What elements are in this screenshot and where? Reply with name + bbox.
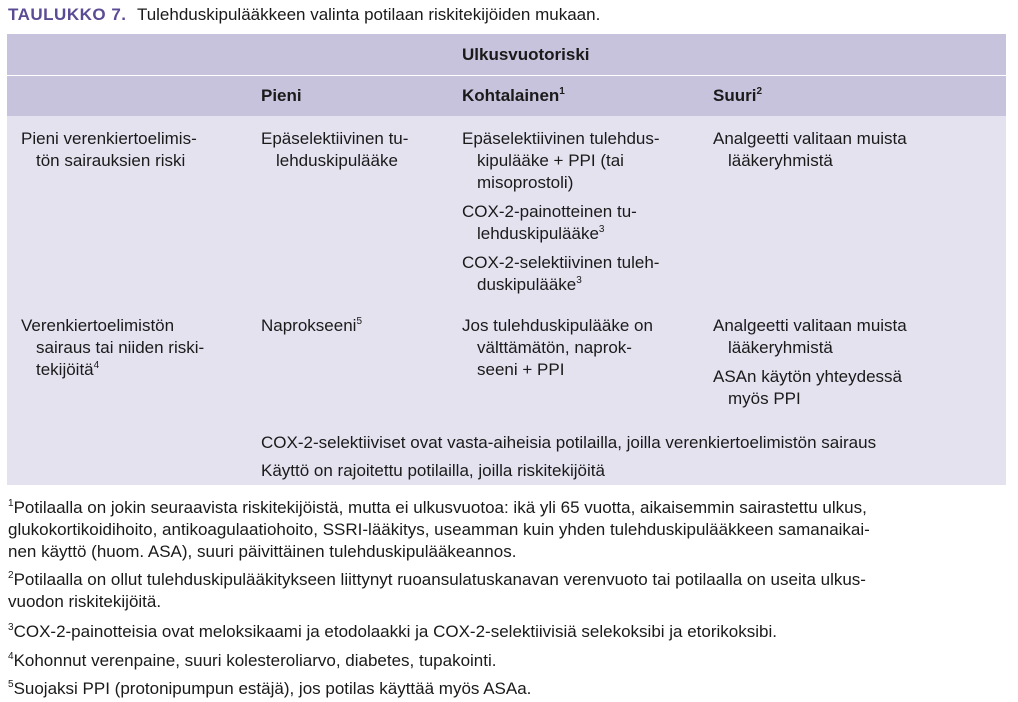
- cell-line: Jos tulehduskipulääke on: [462, 316, 653, 335]
- cell-line: COX-2-painotteinen tu-: [462, 202, 637, 221]
- row-label-line: sairaus tai niiden riski-: [36, 338, 205, 357]
- footnote-number: 4: [8, 651, 14, 662]
- cell-line: [462, 274, 660, 296]
- cell-line: COX-2-selektiivinen tuleh-: [462, 253, 660, 272]
- cell-line: [462, 223, 660, 245]
- cell-line: seeni + PPI: [477, 360, 565, 379]
- cell-r2-kohtalainen: [462, 315, 653, 381]
- footnote-number: 2: [8, 570, 14, 581]
- cell-option: [462, 201, 660, 245]
- table-header-columns-row: [7, 75, 1006, 116]
- cell-text: Naprokseeni: [261, 316, 357, 335]
- column-header-label: Kohtalainen: [462, 86, 560, 105]
- footnote-text: nen käyttö (huom. ASA), suuri päivittäinen tulehduskipulääkeannos.: [8, 542, 517, 561]
- footnote-ref: 1: [559, 86, 565, 97]
- column-header-label: Suuri: [713, 86, 757, 105]
- group-header-ulkusvuotoriski: Ulkusvuotoriski: [462, 45, 590, 64]
- footnote-3: [8, 621, 777, 643]
- cell-line: Analgeetti valitaan muista: [713, 129, 907, 148]
- cell-line: Epäselektiivinen tulehdus-: [462, 129, 660, 148]
- footnote-ref: 5: [356, 316, 363, 327]
- footnote-ref: 3: [576, 275, 582, 286]
- footnote-text: vuodon riskitekijöitä.: [8, 592, 162, 611]
- column-header-pieni: [261, 86, 302, 106]
- cell-r2-suuri: [713, 315, 907, 417]
- footnote-2: [8, 569, 866, 613]
- row-label-text: tekijöitä: [36, 360, 94, 379]
- footnote-ref: 4: [93, 360, 100, 371]
- cell-r1-suuri: [713, 128, 907, 172]
- cell-r1-pieni: [261, 128, 408, 172]
- row-label-cv-disease: [21, 315, 204, 381]
- footnote-5: [8, 678, 531, 700]
- footnote-text: Potilaalla on ollut tulehduskipulääkitykseen liittynyt ruoansulatuskanavan verenvuoto tai potilaalla on useita ulkus-: [13, 570, 866, 589]
- cell-line: lääkeryhmistä: [728, 338, 833, 357]
- cell-text: lehduskipulääke: [477, 224, 599, 243]
- cell-line: myös PPI: [728, 389, 801, 408]
- table-bottom-note: COX-2-selektiiviset ovat vasta-aiheisia potilailla, joilla verenkiertoelimistön sairaus: [261, 433, 877, 452]
- caption-label: TAULUKKO 7.: [8, 5, 127, 24]
- table-bottom-note: Käyttö on rajoitettu potilailla, joilla riskitekijöitä: [261, 461, 605, 480]
- cell-line: lehduskipulääke: [276, 151, 398, 170]
- cell-option: [713, 315, 907, 359]
- column-header-kohtalainen: [462, 86, 565, 106]
- cell-line: Epäselektiivinen tu-: [261, 129, 409, 148]
- cell-option: [713, 366, 907, 410]
- footnote-text: Potilaalla on jokin seuraavista riskitekijöistä, mutta ei ulkusvuotoa: ikä yli 65 vuotta, aikaisemmin sairastettu ulkus,: [13, 498, 867, 517]
- cell-option: [462, 128, 660, 194]
- footnote-1: [8, 497, 870, 563]
- cell-line: [261, 315, 362, 337]
- risk-table: [7, 34, 1006, 485]
- footnote-ref: 3: [598, 224, 605, 235]
- cell-line: misoprostoli): [477, 173, 574, 192]
- table-bottom-notes: [261, 429, 876, 485]
- cell-option: [462, 252, 660, 296]
- footnote-number: 3: [8, 622, 14, 633]
- row-label-line: tön sairauksien riski: [36, 151, 186, 170]
- footnote-text: glukokortikoidihoito, antikoagulaatiohoito, SSRI-lääkitys, useamman kuin yhden tulehduskipulääkkeen samanaikai-: [8, 520, 870, 539]
- column-header-suuri: [713, 86, 762, 106]
- row-label-line: [21, 359, 204, 381]
- cell-line: lääkeryhmistä: [728, 151, 833, 170]
- footnote-4: [8, 650, 496, 672]
- row-label-line: Pieni verenkiertoelimis-: [21, 129, 197, 148]
- cell-line: ASAn käytön yhteydessä: [713, 367, 903, 386]
- footnote-text: Kohonnut verenpaine, suuri kolesteroliarvo, diabetes, tupakointi.: [13, 651, 497, 670]
- cell-line: välttämätön, naprok-: [477, 338, 632, 357]
- column-header-label: Pieni: [261, 86, 302, 105]
- table-header-group-row: [7, 34, 1006, 75]
- footnote-ref: 2: [756, 86, 763, 97]
- row-label-line: Verenkiertoelimistön: [21, 316, 175, 335]
- footnote-number: 5: [8, 679, 14, 690]
- cell-text: duskipulääke: [477, 275, 577, 294]
- footnote-number: 1: [8, 498, 14, 509]
- cell-r1-kohtalainen: [462, 128, 660, 303]
- footnote-text: Suojaksi PPI (protonipumpun estäjä), jos potilas käyttää myös ASAa.: [13, 679, 532, 698]
- cell-r2-pieni: [261, 315, 362, 337]
- footnote-text: COX-2-painotteisia ovat meloksikaami ja etodolaakki ja COX-2-selektiivisiä selekoksibi ja etorikoksibi.: [13, 622, 777, 641]
- table-caption: [8, 5, 600, 25]
- cell-line: kipulääke + PPI (tai: [477, 151, 624, 170]
- caption-title: Tulehduskipulääkkeen valinta potilaan riskitekijöiden mukaan.: [136, 5, 601, 24]
- cell-line: Analgeetti valitaan muista: [713, 316, 907, 335]
- row-label-low-cv-risk: [21, 128, 197, 172]
